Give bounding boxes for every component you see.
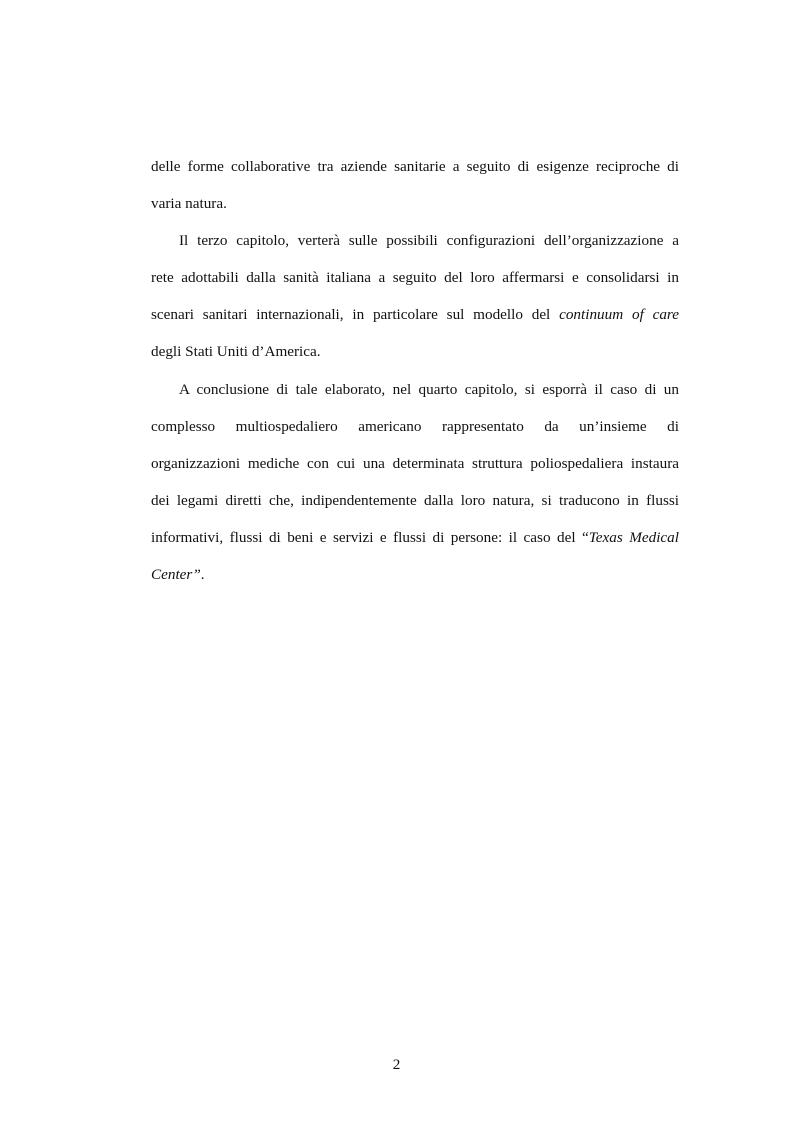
- page-number: 2: [392, 1056, 401, 1073]
- paragraph-3-line-4: dei legami diretti che, indipendentemente dalla loro natura, si traducono in flussi: [151, 491, 679, 509]
- italic-term-continuum-of-care: continuum of care: [559, 306, 679, 324]
- italic-term-center: Center”: [151, 566, 201, 584]
- paragraph-3-line-3: organizzazioni mediche con cui una determinata struttura poliospedaliera instaura: [151, 454, 679, 472]
- italic-term-texas-medical: Texas Medical: [588, 528, 679, 546]
- paragraph-2-line-3-text: scenari sanitari internazionali, in particolare sul modello del: [151, 306, 560, 324]
- paragraph-1-line-2: varia natura.: [151, 195, 227, 213]
- paragraph-1: [151, 148, 679, 222]
- paragraph-3-line-5-text: informativi, flussi di beni e servizi e flussi di persone: il caso del “: [151, 528, 589, 546]
- paragraph-2-line-3: [151, 296, 679, 333]
- paragraph-3-line-6: [151, 556, 679, 593]
- paragraph-3-line-2: complesso multiospedaliero americano rappresentato da un’insieme di: [151, 417, 679, 435]
- paragraph-2-line-2: rete adottabili dalla sanità italiana a seguito del loro affermarsi e consolidarsi in: [151, 269, 679, 287]
- paragraph-2-line-1: Il terzo capitolo, verterà sulle possibili configurazioni dell’organizzazione a: [179, 232, 679, 250]
- paragraph-1-line-1: delle forme collaborative tra aziende sanitarie a seguito di esigenze reciproche di: [151, 158, 679, 175]
- paragraph-2: [151, 222, 679, 370]
- paragraph-3-line-5: [151, 519, 679, 556]
- body-text: [151, 148, 679, 593]
- paragraph-2-line-4: degli Stati Uniti d’America.: [151, 343, 321, 361]
- paragraph-3-line-6-period: .: [200, 566, 205, 584]
- paragraph-3: [151, 371, 679, 594]
- paragraph-3-line-1: A conclusione di tale elaborato, nel quarto capitolo, si esporrà il caso di un: [179, 380, 679, 398]
